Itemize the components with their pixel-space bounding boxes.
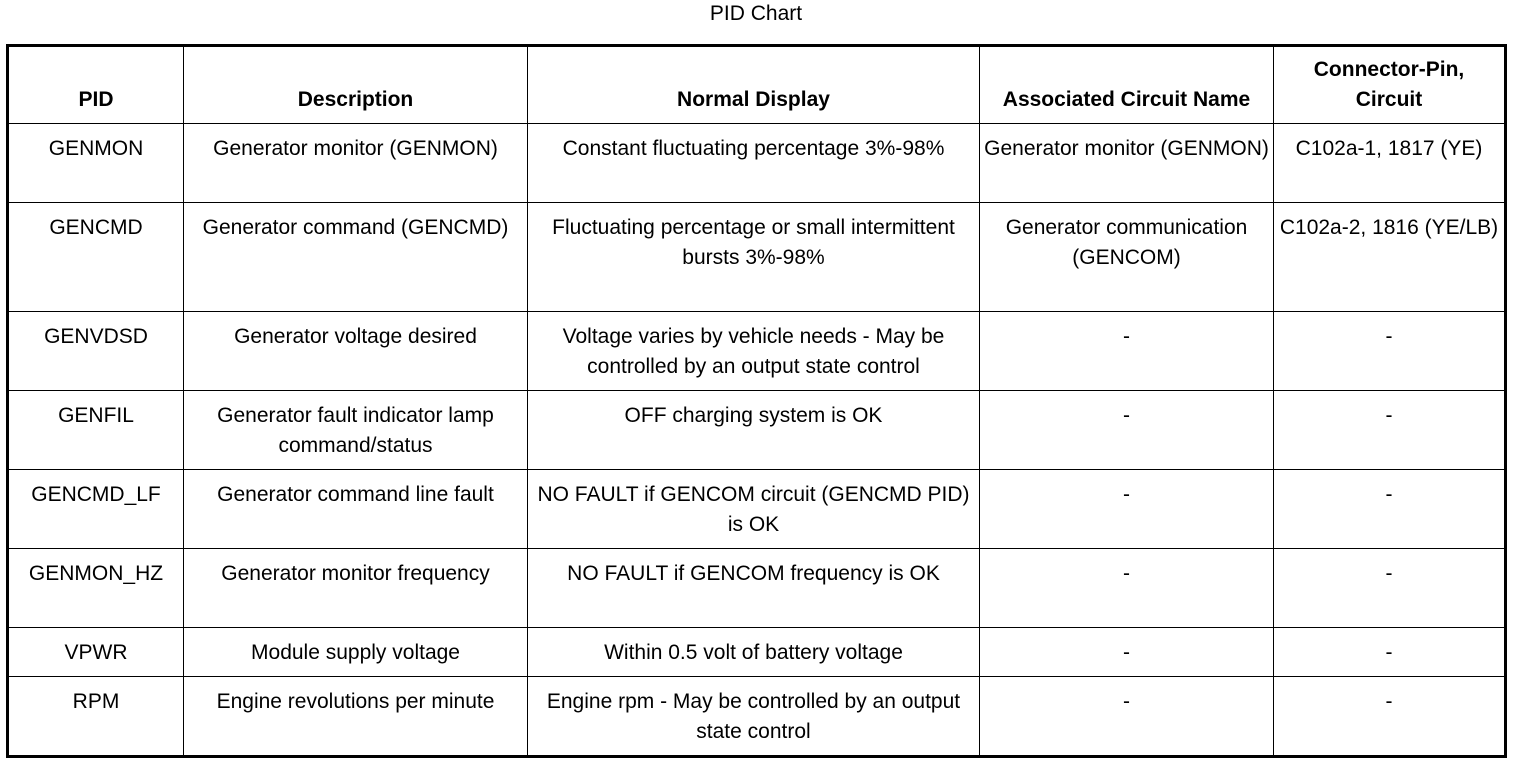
table-row xyxy=(8,391,1506,470)
cell-connector: - xyxy=(1274,391,1506,470)
cell-pid: RPM xyxy=(8,677,184,757)
cell-circuit: - xyxy=(980,549,1274,628)
table-row xyxy=(8,628,1506,677)
cell-circuit: - xyxy=(980,677,1274,757)
cell-pid: GENCMD_LF xyxy=(8,470,184,549)
cell-normal-display: OFF charging system is OK xyxy=(528,391,980,470)
table-row xyxy=(8,677,1506,757)
cell-description: Generator command (GENCMD) xyxy=(184,203,528,312)
cell-circuit: Generator monitor (GENMON) xyxy=(980,124,1274,203)
table-row xyxy=(8,312,1506,391)
cell-description: Engine revolutions per minute xyxy=(184,677,528,757)
cell-circuit: - xyxy=(980,391,1274,470)
cell-normal-display: Constant fluctuating percentage 3%-98% xyxy=(528,124,980,203)
table-row xyxy=(8,124,1506,203)
column-header-pid: PID xyxy=(8,46,184,124)
table-row xyxy=(8,549,1506,628)
cell-pid: VPWR xyxy=(8,628,184,677)
cell-connector: - xyxy=(1274,628,1506,677)
cell-description: Generator monitor (GENMON) xyxy=(184,124,528,203)
cell-description: Generator voltage desired xyxy=(184,312,528,391)
cell-connector: - xyxy=(1274,549,1506,628)
table-row xyxy=(8,470,1506,549)
cell-description: Generator command line fault xyxy=(184,470,528,549)
cell-pid: GENVDSD xyxy=(8,312,184,391)
cell-description: Generator fault indicator lamp command/status xyxy=(184,391,528,470)
cell-normal-display: Fluctuating percentage or small intermittent bursts 3%-98% xyxy=(528,203,980,312)
table-header-row xyxy=(8,46,1506,124)
cell-circuit: Generator communication (GENCOM) xyxy=(980,203,1274,312)
cell-circuit: - xyxy=(980,628,1274,677)
cell-connector: - xyxy=(1274,677,1506,757)
cell-connector: - xyxy=(1274,312,1506,391)
column-header-description: Description xyxy=(184,46,528,124)
column-header-associated-circuit: Associated Circuit Name xyxy=(980,46,1274,124)
table-row xyxy=(8,203,1506,312)
cell-normal-display: Within 0.5 volt of battery voltage xyxy=(528,628,980,677)
cell-normal-display: NO FAULT if GENCOM circuit (GENCMD PID) is OK xyxy=(528,470,980,549)
cell-pid: GENFIL xyxy=(8,391,184,470)
column-header-connector-pin: Connector-Pin, Circuit xyxy=(1274,46,1506,124)
column-header-normal-display: Normal Display xyxy=(528,46,980,124)
cell-connector: C102a-1, 1817 (YE) xyxy=(1274,124,1506,203)
cell-normal-display: Voltage varies by vehicle needs - May be controlled by an output state control xyxy=(528,312,980,391)
cell-normal-display: Engine rpm - May be controlled by an output state control xyxy=(528,677,980,757)
cell-pid: GENMON_HZ xyxy=(8,549,184,628)
cell-circuit: - xyxy=(980,470,1274,549)
cell-pid: GENMON xyxy=(8,124,184,203)
cell-connector: - xyxy=(1274,470,1506,549)
cell-normal-display: NO FAULT if GENCOM frequency is OK xyxy=(528,549,980,628)
cell-description: Generator monitor frequency xyxy=(184,549,528,628)
cell-connector: C102a-2, 1816 (YE/LB) xyxy=(1274,203,1506,312)
pid-table xyxy=(6,44,1507,758)
cell-circuit: - xyxy=(980,312,1274,391)
cell-description: Module supply voltage xyxy=(184,628,528,677)
page-title: PID Chart xyxy=(709,2,803,25)
cell-pid: GENCMD xyxy=(8,203,184,312)
